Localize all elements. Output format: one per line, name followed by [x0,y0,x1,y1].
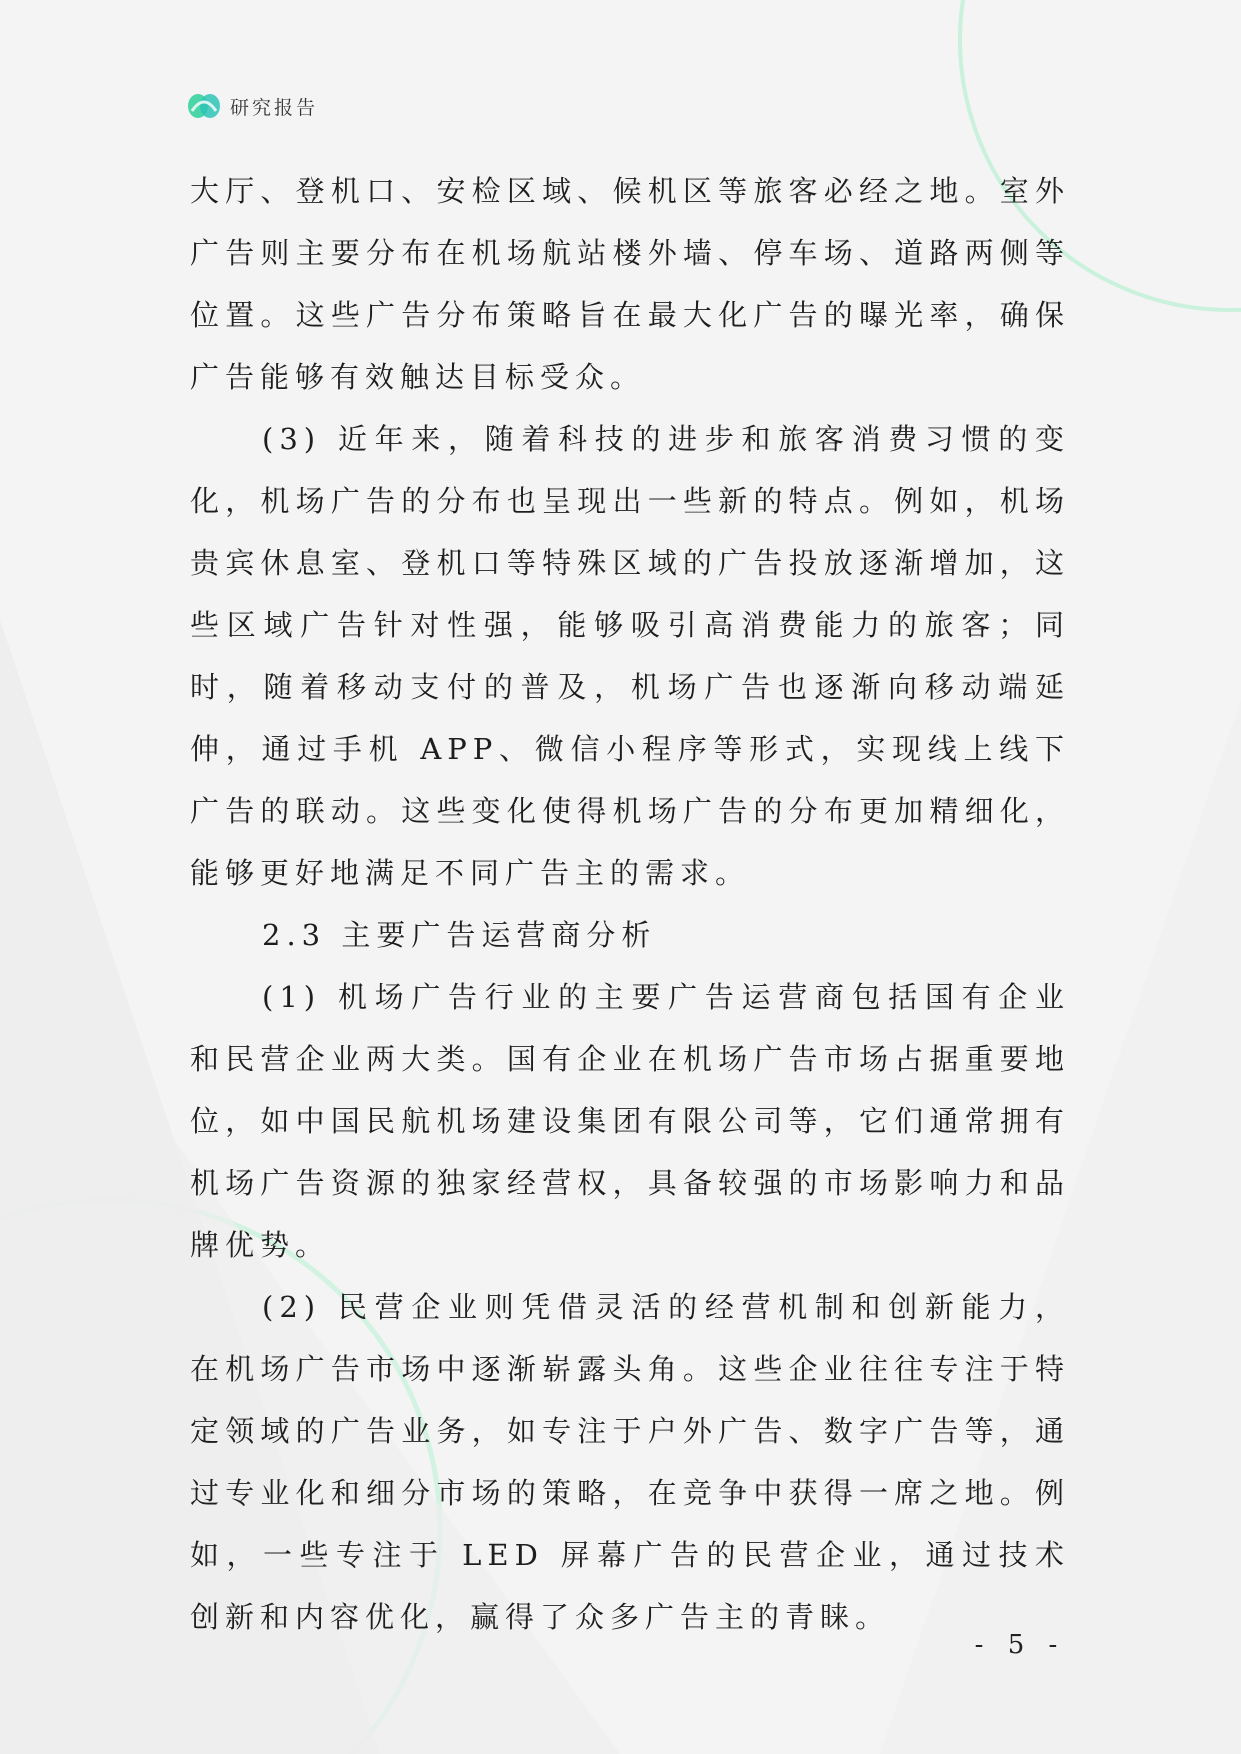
paragraph-4: (2) 民营企业则凭借灵活的经营机制和创新能力，在机场广告市场中逐渐崭露头角。这些企业往往专注于特定领域的广告业务，如专注于户外广告、数字广告等，通过专业化和细分市场的策略，在竞争中获得一席之地。例如，一些专注于 LED 屏幕广告的民营企业，通过技术创新和内容优化，赢得了众多广告主的青睐。 [190,1290,1070,1634]
header-title: 研究报告 [230,96,319,119]
page-number: - 5 - [974,1630,1066,1660]
section-heading: 2.3 主要广告运营商分析 [262,918,657,952]
report-header [186,88,318,124]
report-logo-icon [186,91,222,121]
paragraph-1: 大厅、登机口、安检区域、候机区等旅客必经之地。室外广告则主要分布在机场航站楼外墙、停车场、道路两侧等位置。这些广告分布策略旨在最大化广告的曝光率，确保广告能够有效触达目标受众。 [190,174,1070,394]
document-body [190,160,1070,1648]
paragraph-2: (3) 近年来，随着科技的进步和旅客消费习惯的变化，机场广告的分布也呈现出一些新的特点。例如，机场贵宾休息室、登机口等特殊区域的广告投放逐渐增加，这些区域广告针对性强，能够吸引高消费能力的旅客；同时，随着移动支付的普及，机场广告也逐渐向移动端延伸，通过手机 APP、微信小程序等形式，实现线上线下广告的联动。这些变化使得机场广告的分布更加精细化，能够更好地满足不同广告主的需求。 [190,422,1070,890]
paragraph-3: (1) 机场广告行业的主要广告运营商包括国有企业和民营企业两大类。国有企业在机场广告市场占据重要地位，如中国民航机场建设集团有限公司等，它们通常拥有机场广告资源的独家经营权，具备较强的市场影响力和品牌优势。 [190,980,1070,1262]
